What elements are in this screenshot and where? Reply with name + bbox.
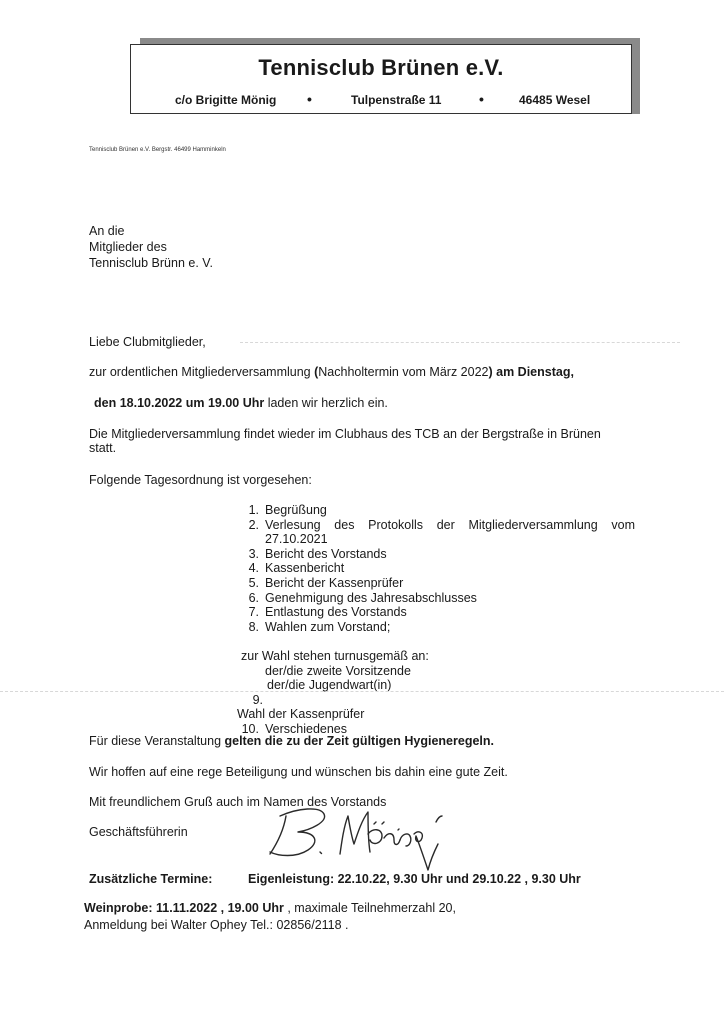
agenda-intro: Folgende Tagesordnung ist vorgesehen:	[89, 473, 312, 487]
agenda-item: 5. Bericht der Kassenprüfer	[248, 575, 404, 590]
extra-dates-value: Eigenleistung: 22.10.22, 9.30 Uhr und 29.10.22 , 9.30 Uhr	[248, 872, 581, 886]
agenda-subitem: der/die zweite Vorsitzende	[265, 663, 411, 678]
letterhead-city: 46485 Wesel	[519, 93, 591, 107]
agenda-item: 4. Kassenbericht	[248, 561, 345, 576]
wine-tasting-line-1: Weinprobe: 11.11.2022 , 19.00 Uhr , maximale Teilnehmerzahl 20,	[84, 901, 456, 915]
venue-line-2: statt.	[89, 441, 117, 455]
letterhead-contact: c/o Brigitte Mönig	[175, 93, 277, 107]
recipient-line-1: An die	[89, 224, 125, 238]
extra-dates-label: Zusätzliche Termine:	[89, 872, 213, 886]
recipient-line-3: Tennisclub Brünn e. V.	[89, 256, 213, 270]
agenda-subitem: der/die Jugendwart(in)	[267, 678, 392, 693]
letterhead-bullet-2: •	[479, 91, 484, 107]
agenda-item: 6. Genehmigung des Jahresabschlusses	[248, 590, 477, 605]
letterhead-shadow-side	[632, 38, 640, 114]
venue-line-1: Die Mitgliederversammlung findet wieder im Clubhaus des TCB an der Bergstraße in Brünen	[89, 427, 601, 441]
scan-rule-2	[0, 691, 724, 692]
recipient-line-2: Mitglieder des	[89, 240, 167, 254]
club-name: Tennisclub Brünen e.V.	[258, 55, 504, 80]
letterhead-street: Tulpenstraße 11	[351, 93, 442, 107]
closing-greeting: Mit freundlichem Gruß auch im Namen des Vorstands	[89, 795, 387, 809]
handwritten-signature	[258, 802, 468, 872]
salutation: Liebe Clubmitglieder,	[89, 335, 206, 349]
agenda-item: 3. Bericht des Vorstands	[248, 546, 387, 561]
agenda-item-continuation: 27.10.2021	[265, 532, 328, 547]
agenda-item: 2. Verlesung des Protokolls der Mitgliederversammlung vom	[248, 517, 635, 532]
letterhead-bullet-1: •	[307, 91, 312, 107]
agenda-item: 7. Entlastung des Vorstands	[248, 605, 407, 620]
agenda-item: 8. Wahlen zum Vorstand;	[248, 619, 391, 634]
signer-role: Geschäftsführerin	[89, 825, 188, 839]
agenda-item: 1. Begrüßung	[248, 503, 327, 517]
agenda-subitem: zur Wahl stehen turnusgemäß an:	[241, 648, 429, 663]
intro-line-1: zur ordentlichen Mitgliederversammlung (Nachholtermin vom März 2022) am Dienstag,	[89, 365, 574, 379]
agenda-item: 9.Wahl der Kassenprüfer	[237, 692, 365, 722]
wine-tasting-line-2: Anmeldung bei Walter Ophey Tel.: 02856/2118 .	[84, 918, 349, 932]
scan-rule-1	[240, 342, 680, 343]
agenda-item: 10. Verschiedenes	[241, 721, 348, 736]
agenda-list	[237, 503, 637, 737]
letterhead	[130, 44, 632, 114]
sender-return-address: Tennisclub Brünen e.V. Bergstr. 46499 Hamminkeln	[89, 147, 226, 153]
closing-wish: Wir hoffen auf eine rege Beteiligung und wünschen bis dahin eine gute Zeit.	[89, 765, 508, 779]
intro-line-2: den 18.10.2022 um 19.00 Uhr laden wir herzlich ein.	[94, 396, 388, 410]
hygiene-notice: Für diese Veranstaltung gelten die zu der Zeit gültigen Hygieneregeln.	[89, 734, 494, 748]
